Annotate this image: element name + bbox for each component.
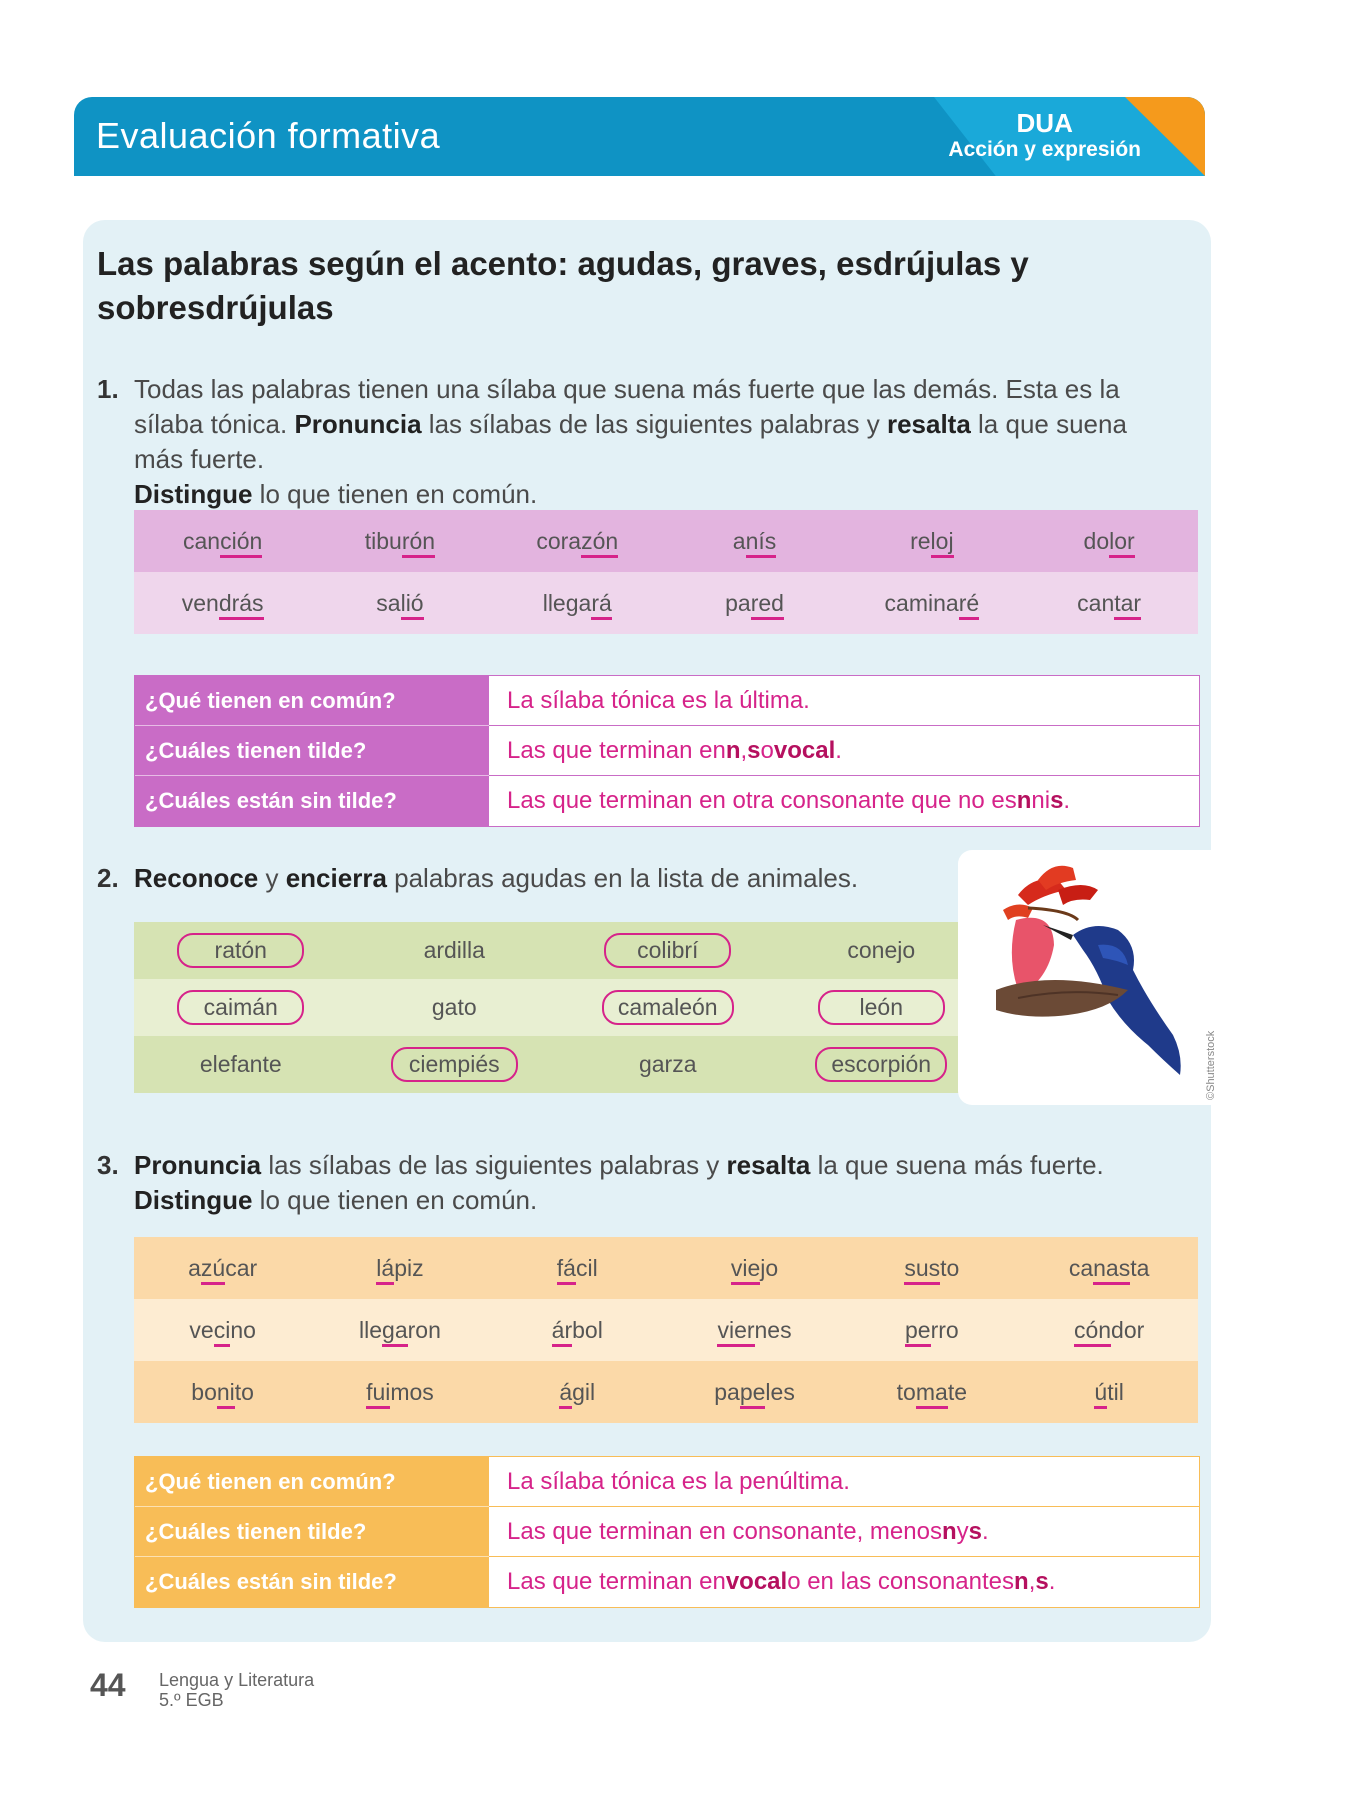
q2-text: y [258, 863, 286, 893]
word [725, 590, 784, 617]
word [188, 1255, 257, 1282]
stressed-syllable: lor [1109, 528, 1135, 558]
stressed-syllable: ci [214, 1317, 231, 1347]
animal-cell [561, 1036, 775, 1093]
syllable: re [910, 527, 931, 554]
syllable: cil [575, 1254, 598, 1281]
animal-grid [134, 922, 988, 1093]
stressed-syllable: ma [916, 1379, 948, 1409]
word-cell [134, 510, 311, 572]
answer-text: La sílaba tónica es la última. [507, 686, 810, 714]
word-cell [666, 1237, 843, 1299]
topic-title: Las palabras según el acento: agudas, graves, esdrújulas y sobresdrújulas [97, 245, 1029, 326]
animal-row [134, 922, 988, 979]
answer-text: . [1063, 787, 1071, 814]
answer-table-1 [134, 675, 1200, 827]
stressed-syllable: ár [552, 1317, 572, 1347]
q1-verb-resalta: resalta [886, 409, 971, 439]
q1-text: la que suena más fuerte. [134, 409, 1127, 474]
syllable: bol [572, 1316, 603, 1343]
syllable: jo [760, 1254, 779, 1281]
word-cell [1020, 510, 1197, 572]
syllable: ve [189, 1316, 214, 1343]
word [376, 1255, 423, 1282]
answer-text: y [956, 1517, 969, 1545]
q1-text: lo que tienen en común. [252, 479, 538, 509]
stressed-syllable: á [559, 1379, 572, 1409]
syllable: sa [376, 589, 401, 616]
animal-cell [134, 979, 348, 1036]
syllable: can [183, 527, 221, 554]
word-cell [134, 572, 311, 634]
word [885, 590, 980, 617]
syllable: piz [394, 1254, 424, 1281]
q1-text: Todas las palabras tienen una sílaba que suena más fuerte que las demás. Esta es la sílaba tónica. [134, 374, 1120, 439]
syllable: camina [884, 589, 959, 616]
row-header: ¿Qué tienen en común? [135, 1457, 489, 1507]
table-row [135, 1557, 1199, 1607]
stressed-syllable: ción [220, 528, 262, 558]
circled-animal-word: colibrí [604, 933, 731, 968]
word-cell [134, 1361, 311, 1423]
word-cell [489, 572, 666, 634]
word [910, 528, 953, 555]
word [189, 1317, 256, 1344]
word [1077, 590, 1141, 617]
stressed-syllable: vier [717, 1317, 754, 1347]
grade-label: 5.º EGB [159, 1690, 224, 1710]
animal-cell [134, 922, 348, 979]
stressed-syllable: cón [1074, 1317, 1111, 1347]
answer-bold: s [968, 1517, 982, 1545]
table-row [135, 1457, 1199, 1507]
question-number: 3. [97, 1150, 119, 1180]
hummingbird-photo [958, 850, 1218, 1105]
answer-text: Las que terminan en otra consonante que no es [507, 787, 1017, 814]
table-row [135, 726, 1199, 776]
circled-animal-word: león [818, 990, 945, 1025]
word [191, 1379, 254, 1406]
stressed-syllable: sus [904, 1255, 940, 1285]
question-number: 1. [97, 374, 119, 404]
syllable: a [732, 527, 746, 554]
word-cell [843, 510, 1020, 572]
answer-bold: s [1050, 787, 1064, 814]
syllable: bo [191, 1378, 217, 1405]
stressed-syllable: tar [1114, 590, 1141, 620]
syllable: te [947, 1378, 967, 1405]
word [714, 1379, 795, 1406]
question-1 [97, 372, 1177, 512]
q1-verb-distingue: Distingue [134, 479, 253, 509]
animal-cell [775, 922, 989, 979]
stressed-syllable: rá [591, 590, 611, 620]
syllable: pa [714, 1378, 740, 1405]
word-cell [843, 1299, 1020, 1361]
row-header: ¿Cuáles están sin tilde? [135, 1557, 489, 1607]
syllable: to [234, 1378, 254, 1405]
word [905, 1317, 959, 1344]
word-cell [1020, 1237, 1197, 1299]
word-cell [134, 1299, 311, 1361]
answer-text: Las que terminan en [507, 1568, 726, 1595]
stressed-syllable: nís [746, 528, 777, 558]
stressed-syllable: fui [366, 1379, 390, 1409]
syllable: ca [1068, 1254, 1094, 1281]
answer-bold: n [1016, 787, 1032, 814]
answer-bold: s [747, 736, 761, 764]
row-answer [489, 1457, 1199, 1507]
table-row [135, 676, 1199, 726]
word-cell [1020, 1299, 1197, 1361]
row-answer [489, 676, 1199, 726]
row-header: ¿Cuáles tienen tilde? [135, 1507, 489, 1557]
answer-text: La sílaba tónica es la penúltima. [507, 1467, 850, 1495]
word [733, 528, 776, 555]
dua-label [948, 109, 1141, 163]
syllable: rro [930, 1316, 959, 1343]
answer-bold: s [1035, 1568, 1049, 1595]
syllable: lle [359, 1316, 383, 1343]
stressed-syllable: ni [217, 1379, 235, 1409]
stressed-syllable: loj [931, 528, 954, 558]
word-cell [311, 1299, 488, 1361]
syllable: to [896, 1378, 916, 1405]
answer-text: o [760, 736, 774, 764]
answer-text: , [1028, 1568, 1036, 1595]
syllable: les [765, 1378, 795, 1405]
stressed-syllable: pe [740, 1379, 766, 1409]
word-cell [489, 1299, 666, 1361]
q3-verb-distingue: Distingue [134, 1185, 253, 1215]
word-cell [1020, 572, 1197, 634]
row-answer [489, 726, 1199, 776]
answer-text: Las que terminan en [507, 736, 726, 764]
stressed-syllable: lá [376, 1255, 394, 1285]
footer-subject [159, 1670, 314, 1710]
syllable: ron [407, 1316, 441, 1343]
animal-word: garza [638, 1051, 697, 1077]
table-row [135, 776, 1199, 826]
q1-text: las sílabas de las siguientes palabras y [421, 409, 887, 439]
syllable: mos [390, 1378, 434, 1405]
animal-cell [561, 922, 775, 979]
word-cell [311, 510, 488, 572]
word [543, 590, 612, 617]
word-row [134, 510, 1198, 572]
word-cell [843, 572, 1020, 634]
word [552, 1317, 603, 1344]
syllable: car [225, 1254, 258, 1281]
circled-animal-word: escorpión [815, 1047, 947, 1082]
q1-verb-pronuncia: Pronuncia [294, 409, 422, 439]
word [904, 1255, 959, 1282]
word-cell [843, 1237, 1020, 1299]
answer-text: o en las consonantes [787, 1568, 1015, 1595]
row-header: ¿Cuáles están sin tilde? [135, 776, 489, 826]
row-answer [489, 776, 1199, 826]
word-row [134, 1361, 1198, 1423]
stressed-syllable: red [751, 590, 784, 620]
stressed-syllable: ré [959, 590, 979, 620]
q3-text: las sílabas de las siguientes palabras y [261, 1150, 727, 1180]
animal-cell [561, 979, 775, 1036]
animal-cell [348, 922, 562, 979]
syllable: to [940, 1254, 960, 1281]
syllable: a [188, 1254, 201, 1281]
word-cell [311, 1361, 488, 1423]
animal-cell [348, 979, 562, 1036]
page-title: Evaluación formativa [96, 115, 441, 156]
q3-verb-pronuncia: Pronuncia [134, 1150, 262, 1180]
dua-title: DUA [1016, 108, 1073, 138]
word-cell [489, 1237, 666, 1299]
answer-bold: vocal [773, 736, 836, 764]
word [1094, 1379, 1123, 1406]
animal-cell [134, 1036, 348, 1093]
word-grid-1 [134, 510, 1198, 634]
circled-animal-word: camaleón [602, 990, 734, 1025]
word-cell [666, 1361, 843, 1423]
word [731, 1255, 778, 1282]
question-2 [97, 861, 897, 896]
answer-text: . [835, 736, 842, 764]
syllable: ven [181, 589, 219, 616]
word [1084, 528, 1135, 555]
word [182, 590, 264, 617]
stressed-syllable: zón [581, 528, 618, 558]
syllable: cora [536, 527, 582, 554]
answer-text: , [740, 736, 748, 764]
animal-cell [775, 979, 989, 1036]
word [365, 528, 435, 555]
animal-word: gato [431, 994, 477, 1020]
subject-name: Lengua y Literatura [159, 1670, 315, 1690]
word-cell [666, 1299, 843, 1361]
stressed-syllable: vie [731, 1255, 760, 1285]
syllable: pa [725, 589, 751, 616]
row-header: ¿Cuáles tienen tilde? [135, 726, 489, 776]
row-header: ¿Qué tienen en común? [135, 676, 489, 726]
syllable: ta [1130, 1254, 1150, 1281]
word-cell [134, 1237, 311, 1299]
word [359, 1317, 441, 1344]
word [366, 1379, 434, 1406]
word-cell [1020, 1361, 1197, 1423]
word-cell [489, 510, 666, 572]
word [1069, 1255, 1150, 1282]
syllable: tibu [364, 527, 402, 554]
stressed-syllable: zú [201, 1255, 225, 1285]
stressed-syllable: ga [382, 1317, 408, 1347]
header-banner [74, 97, 1205, 176]
syllable: nes [754, 1316, 792, 1343]
word-grid-3 [134, 1237, 1198, 1423]
table-row [135, 1507, 1199, 1557]
syllable: gil [572, 1378, 596, 1405]
word-row [134, 1299, 1198, 1361]
q2-verb-encierra: encierra [285, 863, 387, 893]
q3-verb-resalta: resalta [726, 1150, 811, 1180]
animal-word: conejo [847, 937, 916, 963]
animal-word: elefante [199, 1051, 282, 1077]
stressed-syllable: fá [557, 1255, 576, 1285]
answer-bold: n [725, 736, 741, 764]
answer-bold: n [941, 1517, 957, 1545]
answer-bold: n [1014, 1568, 1029, 1595]
word-cell [489, 1361, 666, 1423]
syllable: can [1077, 589, 1115, 616]
syllable: til [1107, 1378, 1124, 1405]
animal-cell [775, 1036, 989, 1093]
word-cell [311, 572, 488, 634]
row-answer [489, 1507, 1199, 1557]
page-number: 44 [90, 1667, 126, 1703]
answer-bold: vocal [725, 1568, 788, 1595]
answer-text: . [1048, 1568, 1056, 1595]
dua-subtitle: Acción y expresión [948, 138, 1141, 161]
word-cell [666, 572, 843, 634]
circled-animal-word: ratón [177, 933, 304, 968]
answer-text: ni [1031, 787, 1051, 814]
syllable: llega [542, 589, 592, 616]
stressed-syllable: ú [1094, 1379, 1107, 1409]
question-3 [97, 1148, 1177, 1218]
answer-text: . [981, 1517, 989, 1545]
word [536, 528, 618, 555]
word-cell [666, 510, 843, 572]
stressed-syllable: pe [905, 1317, 931, 1347]
word [376, 590, 423, 617]
hummingbird-illustration [958, 850, 1218, 1105]
syllable: dor [1111, 1316, 1145, 1343]
animal-row [134, 1036, 988, 1093]
q3-text: lo que tienen en común. [252, 1185, 538, 1215]
syllable: no [230, 1316, 256, 1343]
row-answer [489, 1557, 1199, 1607]
word-cell [311, 1237, 488, 1299]
word-row [134, 1237, 1198, 1299]
word [557, 1255, 598, 1282]
stressed-syllable: drás [219, 590, 264, 620]
word [717, 1317, 791, 1344]
answer-table-3 [134, 1456, 1200, 1608]
q2-verb-reconoce: Reconoce [134, 863, 259, 893]
photo-credit: ©Shutterstock [1205, 1030, 1217, 1100]
question-number: 2. [97, 863, 119, 893]
q3-text: la que suena más fuerte. [810, 1150, 1104, 1180]
answer-text: Las que terminan en consonante, menos [507, 1517, 942, 1545]
word [183, 528, 262, 555]
word [1074, 1317, 1144, 1344]
stressed-syllable: nas [1093, 1255, 1130, 1285]
animal-word: ardilla [423, 937, 485, 963]
word [559, 1379, 595, 1406]
circled-animal-word: ciempiés [391, 1047, 518, 1082]
word [897, 1379, 967, 1406]
word-row [134, 572, 1198, 634]
q2-text: palabras agudas en la lista de animales. [386, 863, 859, 893]
animal-cell [348, 1036, 562, 1093]
syllable: do [1083, 527, 1110, 554]
word-cell [843, 1361, 1020, 1423]
stressed-syllable: lió [401, 590, 424, 620]
stressed-syllable: rón [402, 528, 435, 558]
animal-row [134, 979, 988, 1036]
circled-animal-word: caimán [177, 990, 304, 1025]
